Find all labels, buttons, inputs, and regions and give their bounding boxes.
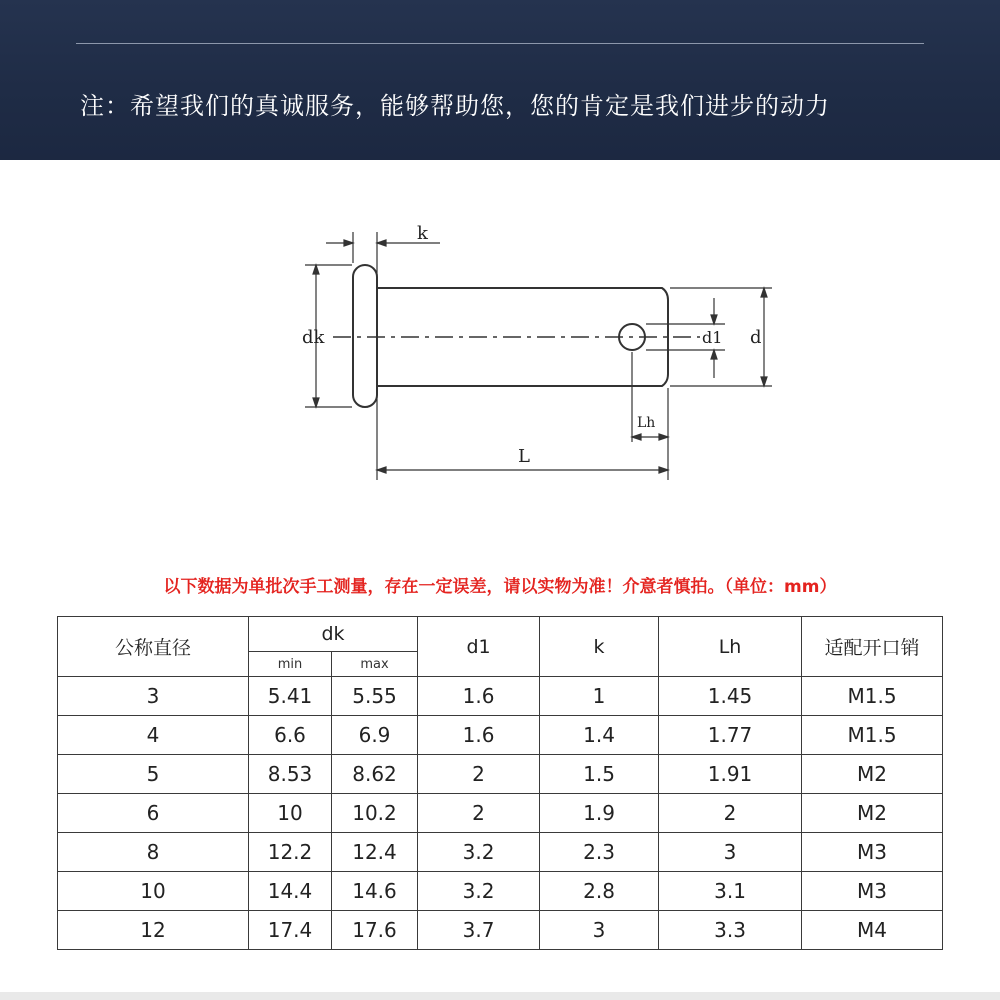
cell-dk-max: 8.62 bbox=[332, 755, 418, 794]
cell-nominal: 12 bbox=[58, 911, 249, 950]
cell-dk-min: 10 bbox=[249, 794, 332, 833]
pin-head bbox=[353, 265, 377, 407]
label-d1: d1 bbox=[702, 328, 723, 347]
label-L: L bbox=[518, 446, 530, 467]
label-d: d bbox=[750, 327, 762, 348]
cell-dk-max: 5.55 bbox=[332, 677, 418, 716]
cell-k: 1 bbox=[540, 677, 659, 716]
clevis-pin-diagram bbox=[0, 160, 1000, 540]
cell-dk-max: 6.9 bbox=[332, 716, 418, 755]
cell-dk-max: 12.4 bbox=[332, 833, 418, 872]
table-row bbox=[58, 716, 943, 755]
cell-k: 2.3 bbox=[540, 833, 659, 872]
cell-nominal: 4 bbox=[58, 716, 249, 755]
banner-note: 注：希望我们的真诚服务，能够帮助您，您的肯定是我们进步的动力 bbox=[80, 92, 830, 120]
cell-k: 1.4 bbox=[540, 716, 659, 755]
cell-nominal: 10 bbox=[58, 872, 249, 911]
cell-d1: 2 bbox=[418, 755, 540, 794]
cell-d1: 1.6 bbox=[418, 716, 540, 755]
table-row bbox=[58, 794, 943, 833]
cell-nominal: 5 bbox=[58, 755, 249, 794]
table-row bbox=[58, 911, 943, 950]
cell-lh: 3 bbox=[659, 833, 802, 872]
cell-k: 1.5 bbox=[540, 755, 659, 794]
cell-d1: 1.6 bbox=[418, 677, 540, 716]
header-k: k bbox=[540, 617, 659, 677]
header-nominal: 公称直径 bbox=[58, 617, 249, 677]
cell-dk-min: 12.2 bbox=[249, 833, 332, 872]
cell-pin: M1.5 bbox=[802, 716, 943, 755]
cell-pin: M3 bbox=[802, 872, 943, 911]
cell-dk-min: 14.4 bbox=[249, 872, 332, 911]
cell-k: 3 bbox=[540, 911, 659, 950]
cell-dk-min: 17.4 bbox=[249, 911, 332, 950]
cell-pin: M3 bbox=[802, 833, 943, 872]
cell-lh: 1.91 bbox=[659, 755, 802, 794]
header-dk: dk bbox=[249, 617, 418, 652]
cell-d1: 3.2 bbox=[418, 833, 540, 872]
cell-dk-max: 17.6 bbox=[332, 911, 418, 950]
cell-k: 2.8 bbox=[540, 872, 659, 911]
header-banner bbox=[0, 0, 1000, 160]
cell-pin: M4 bbox=[802, 911, 943, 950]
cell-lh: 2 bbox=[659, 794, 802, 833]
cell-d1: 3.2 bbox=[418, 872, 540, 911]
header-pin: 适配开口销 bbox=[802, 617, 943, 677]
header-lh: Lh bbox=[659, 617, 802, 677]
banner-divider bbox=[76, 43, 924, 44]
measurement-warning: 以下数据为单批次手工测量，存在一定误差，请以实物为准！介意者慎拍。（单位：mm） bbox=[163, 577, 837, 597]
cell-nominal: 8 bbox=[58, 833, 249, 872]
cell-lh: 1.77 bbox=[659, 716, 802, 755]
cell-nominal: 3 bbox=[58, 677, 249, 716]
cell-lh: 1.45 bbox=[659, 677, 802, 716]
cell-dk-min: 5.41 bbox=[249, 677, 332, 716]
cell-pin: M2 bbox=[802, 794, 943, 833]
cell-dk-max: 10.2 bbox=[332, 794, 418, 833]
table-row bbox=[58, 833, 943, 872]
header-dk-max: max bbox=[332, 652, 418, 677]
table-row bbox=[58, 677, 943, 716]
cell-lh: 3.3 bbox=[659, 911, 802, 950]
label-dk: dk bbox=[302, 327, 325, 348]
label-lh: Lh bbox=[637, 415, 656, 431]
cell-pin: M1.5 bbox=[802, 677, 943, 716]
header-d1: d1 bbox=[418, 617, 540, 677]
cell-dk-min: 8.53 bbox=[249, 755, 332, 794]
cell-dk-min: 6.6 bbox=[249, 716, 332, 755]
cell-nominal: 6 bbox=[58, 794, 249, 833]
cell-pin: M2 bbox=[802, 755, 943, 794]
cell-k: 1.9 bbox=[540, 794, 659, 833]
pin-shank bbox=[377, 288, 668, 386]
header-dk-min: min bbox=[249, 652, 332, 677]
cell-lh: 3.1 bbox=[659, 872, 802, 911]
bottom-divider bbox=[0, 992, 1000, 1000]
cell-d1: 2 bbox=[418, 794, 540, 833]
cell-dk-max: 14.6 bbox=[332, 872, 418, 911]
table-row bbox=[58, 755, 943, 794]
label-k: k bbox=[417, 223, 428, 244]
cell-d1: 3.7 bbox=[418, 911, 540, 950]
table-row bbox=[58, 872, 943, 911]
spec-table bbox=[57, 616, 943, 950]
